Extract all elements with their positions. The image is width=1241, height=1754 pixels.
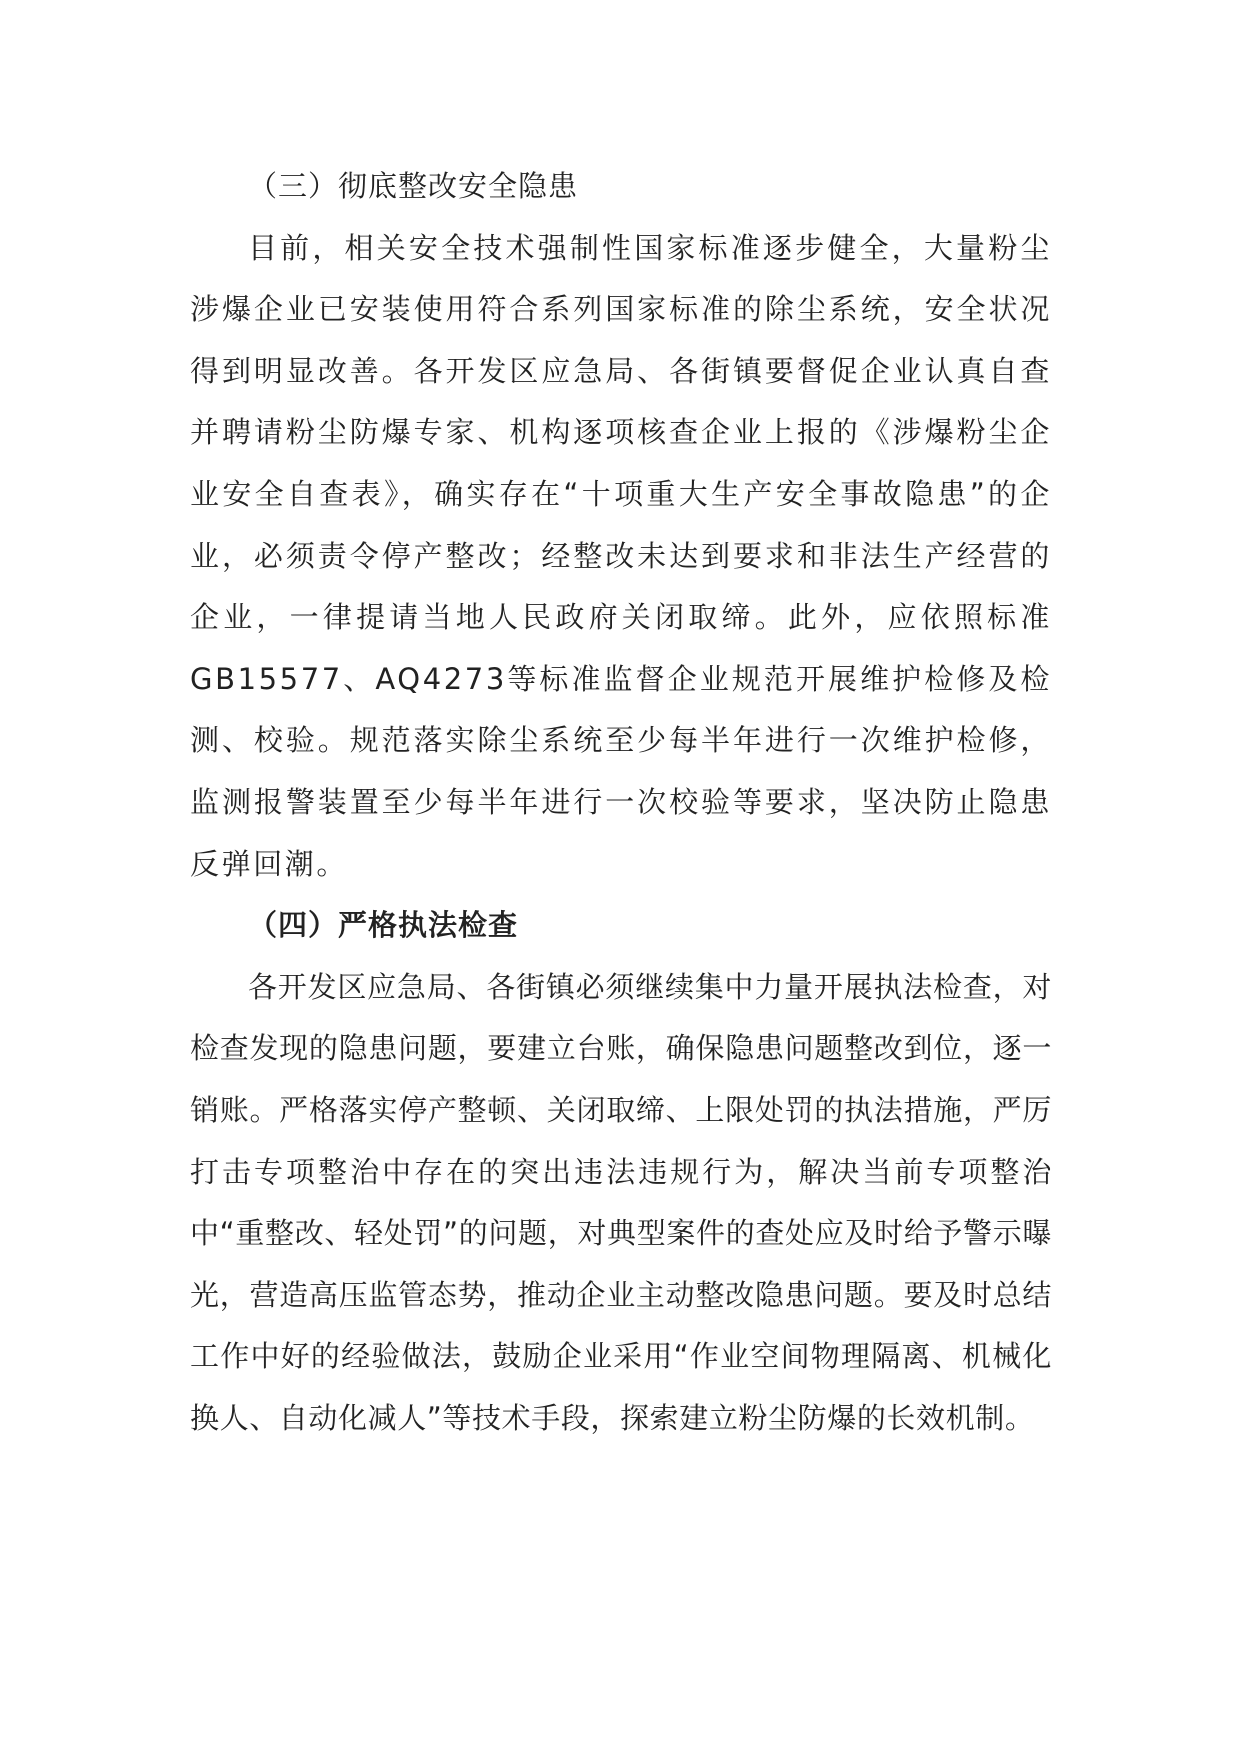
section-3-paragraph: 目前，相关安全技术强制性国家标准逐步健全，大量粉尘涉爆企业已安装使用符合系列国家标准的除尘系统，安全状况得到明显改善。各开发区应急局、各街镇要督促企业认真自查并聘请粉尘防爆专家、机构逐项核查企业上报的《涉爆粉尘企业安全自查表》，确实存在“十项重大生产安全事故隐患”的企业，必须责令停产整改；经整改未达到要求和非法生产经营的企业，一律提请当地人民政府关闭取缔。此外，应依照标准GB15577、AQ4273等标准监督企业规范开展维护检修及检测、校验。规范落实除尘系统至少每半年进行一次维护检修，监测报警装置至少每半年进行一次校验等要求，坚决防止隐患反弹回潮。 bbox=[190, 230, 1052, 881]
section-4-heading: （四）严格执法检查 bbox=[248, 908, 519, 943]
document-body bbox=[190, 156, 1052, 1449]
section-3-heading: （三）彻底整改安全隐患 bbox=[248, 169, 579, 203]
section-4-paragraph: 各开发区应急局、各街镇必须继续集中力量开展执法检查，对检查发现的隐患问题，要建立台账，确保隐患问题整改到位，逐一销账。严格落实停产整顿、关闭取缔、上限处罚的执法措施，严厉打击专项整治中存在的突出违法违规行为，解决当前专项整治中“重整改、轻处罚”的问题，对典型案件的查处应及时给予警示曝光，营造高压监管态势，推动企业主动整改隐患问题。要及时总结工作中好的经验做法，鼓励企业采用“作业空间物理隔离、机械化换人、自动化减人”等技术手段，探索建立粉尘防爆的长效机制。 bbox=[190, 969, 1052, 1435]
